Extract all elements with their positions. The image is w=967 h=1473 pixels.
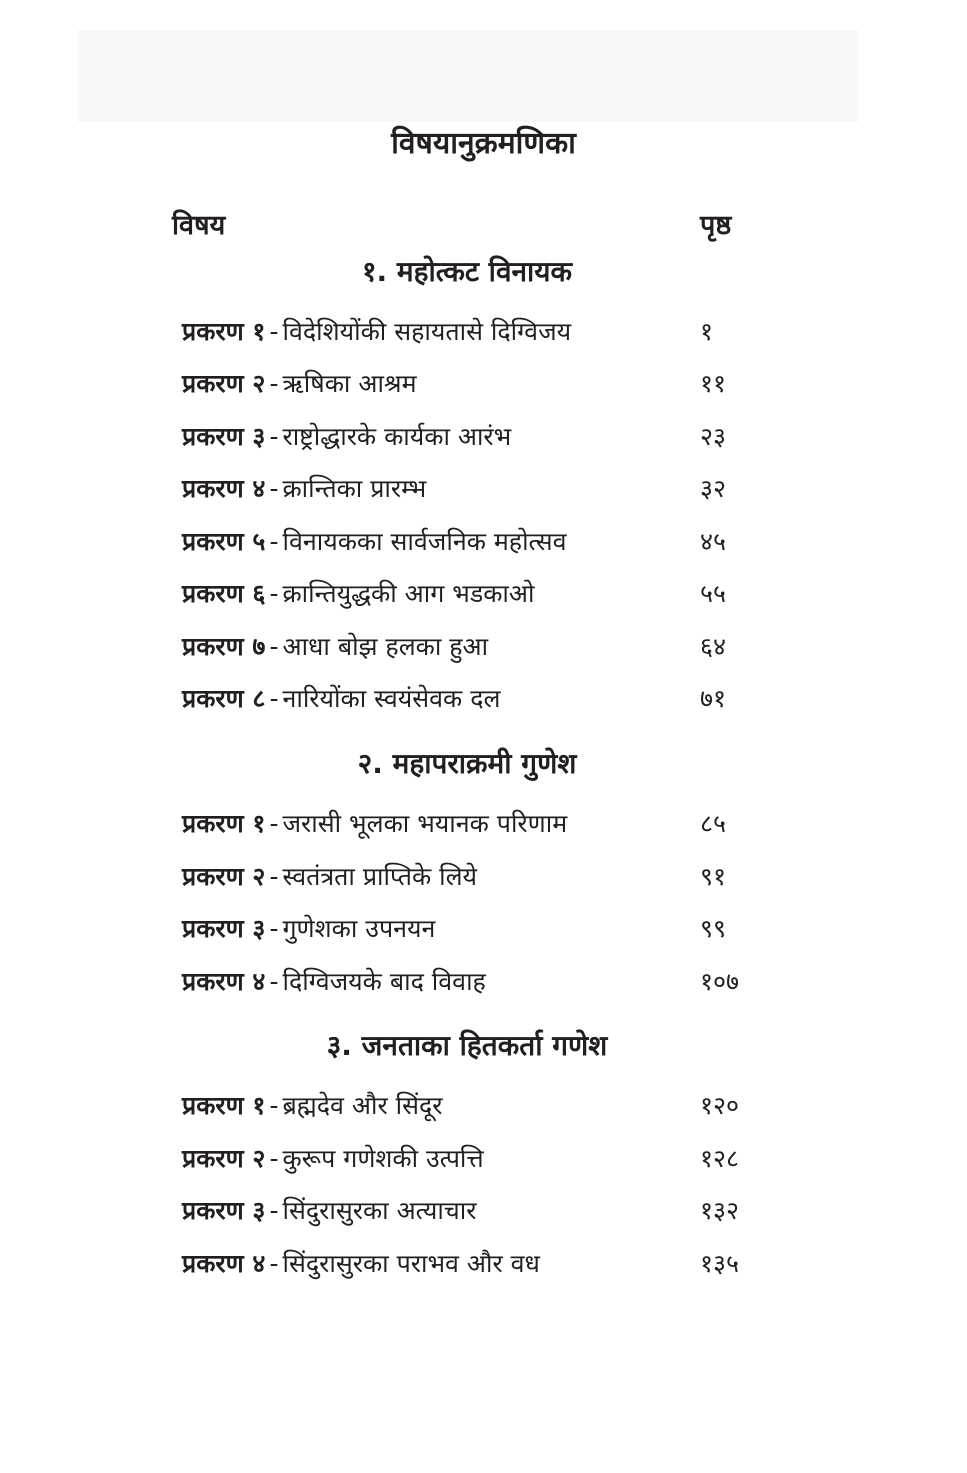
chapter-label: प्रकरण ३ (182, 422, 266, 451)
chapter-label: प्रकरण ४ (182, 967, 266, 996)
chapter-label: प्रकरण १ (182, 317, 266, 346)
toc-entry[interactable] (182, 909, 782, 949)
toc-entry[interactable] (182, 417, 782, 457)
chapter-name: नारियोंका स्वयंसेवक दल (282, 684, 501, 713)
chapter-name: सिंदुरासुरका अत्याचार (282, 1196, 477, 1225)
chapter-name: ऋषिका आश्रम (282, 369, 417, 398)
chapter-name: विनायकका सार्वजनिक महोत्सव (282, 527, 567, 556)
page-number: ९९ (700, 914, 727, 943)
chapter-name: जरासी भूलका भयानक परिणाम (282, 809, 568, 838)
toc-entry[interactable] (182, 1244, 782, 1284)
chapter-label: प्रकरण ७ (182, 632, 266, 661)
separator: - (269, 527, 279, 556)
separator: - (269, 684, 279, 713)
toc-entry[interactable] (182, 804, 782, 844)
separator: - (269, 579, 279, 608)
chapter-name: स्वतंत्रता प्राप्तिके लिये (282, 862, 478, 891)
toc-entry[interactable] (182, 522, 782, 562)
chapter-label: प्रकरण १ (182, 1091, 266, 1120)
chapter-label: प्रकरण ८ (182, 684, 266, 713)
chapter-name: आधा बोझ हलका हुआ (282, 632, 489, 661)
chapter-label: प्रकरण १ (182, 809, 266, 838)
page-number: ४५ (700, 527, 727, 556)
page-number: ८५ (700, 809, 727, 838)
page-number: ७१ (700, 684, 727, 713)
toc-entry[interactable] (182, 312, 782, 352)
chapter-label: प्रकरण २ (182, 862, 266, 891)
toc-entry[interactable] (182, 1191, 782, 1231)
separator: - (269, 1196, 279, 1225)
toc-entry[interactable] (182, 679, 782, 719)
toc-entry[interactable] (182, 857, 782, 897)
chapter-label: प्रकरण ३ (182, 1196, 266, 1225)
page-number: ११ (700, 369, 727, 398)
chapter-name: कुरूप गणेशकी उत्पत्ति (282, 1144, 484, 1173)
page-number: ९१ (700, 862, 727, 891)
header-shade (78, 30, 858, 122)
toc-entry[interactable] (182, 574, 782, 614)
column-header-page: पृष्ठ (700, 210, 732, 241)
separator: - (269, 967, 279, 996)
chapter-name: दिग्विजयके बाद विवाह (282, 967, 486, 996)
separator: - (269, 914, 279, 943)
chapter-label: प्रकरण ६ (182, 579, 266, 608)
separator: - (269, 317, 279, 346)
page-number: ६४ (700, 632, 727, 661)
chapter-name: विदेशियोंकी सहायतासे दिग्विजय (282, 317, 572, 346)
chapter-name: राष्ट्रोद्धारके कार्यका आरंभ (282, 422, 512, 451)
chapter-label: प्रकरण ३ (182, 914, 266, 943)
column-header-subject: विषय (172, 210, 226, 241)
separator: - (269, 1249, 279, 1278)
page-number: ५५ (700, 579, 727, 608)
chapter-label: प्रकरण २ (182, 1144, 266, 1173)
chapter-label: प्रकरण ५ (182, 527, 266, 556)
toc-entry[interactable] (182, 364, 782, 404)
separator: - (269, 1091, 279, 1120)
chapter-label: प्रकरण ४ (182, 1249, 266, 1278)
separator: - (269, 369, 279, 398)
toc-entry[interactable] (182, 469, 782, 509)
section-title: ३. जनताका हितकर्ता गणेश (326, 1029, 608, 1062)
separator: - (269, 422, 279, 451)
section-title: २. महापराक्रमी गुणेश (357, 747, 577, 780)
toc-entry[interactable] (182, 1139, 782, 1179)
chapter-label: प्रकरण २ (182, 369, 266, 398)
separator: - (269, 474, 279, 503)
page-number: ३२ (700, 474, 727, 503)
section-title: १. महोत्कट विनायक (361, 255, 573, 288)
chapter-name: गुणेशका उपनयन (282, 914, 436, 943)
page-number: १ (700, 317, 714, 346)
page-number: १३२ (700, 1196, 740, 1225)
page-number: २३ (700, 422, 727, 451)
page-number: १०७ (700, 967, 740, 996)
chapter-name: ब्रह्मदेव और सिंदूर (282, 1091, 443, 1120)
page-number: १२० (700, 1091, 740, 1120)
toc-entry[interactable] (182, 627, 782, 667)
page-number: १२८ (700, 1144, 740, 1173)
page-number: १३५ (700, 1249, 740, 1278)
separator: - (269, 809, 279, 838)
chapter-label: प्रकरण ४ (182, 474, 266, 503)
chapter-name: सिंदुरासुरका पराभव और वध (282, 1249, 540, 1278)
page-title: विषयानुक्रमणिका (391, 126, 576, 161)
chapter-name: क्रान्तियुद्धकी आग भडकाओ (282, 579, 535, 608)
separator: - (269, 1144, 279, 1173)
separator: - (269, 862, 279, 891)
chapter-name: क्रान्तिका प्रारम्भ (282, 474, 427, 503)
toc-entry[interactable] (182, 962, 782, 1002)
separator: - (269, 632, 279, 661)
toc-entry[interactable] (182, 1086, 782, 1126)
